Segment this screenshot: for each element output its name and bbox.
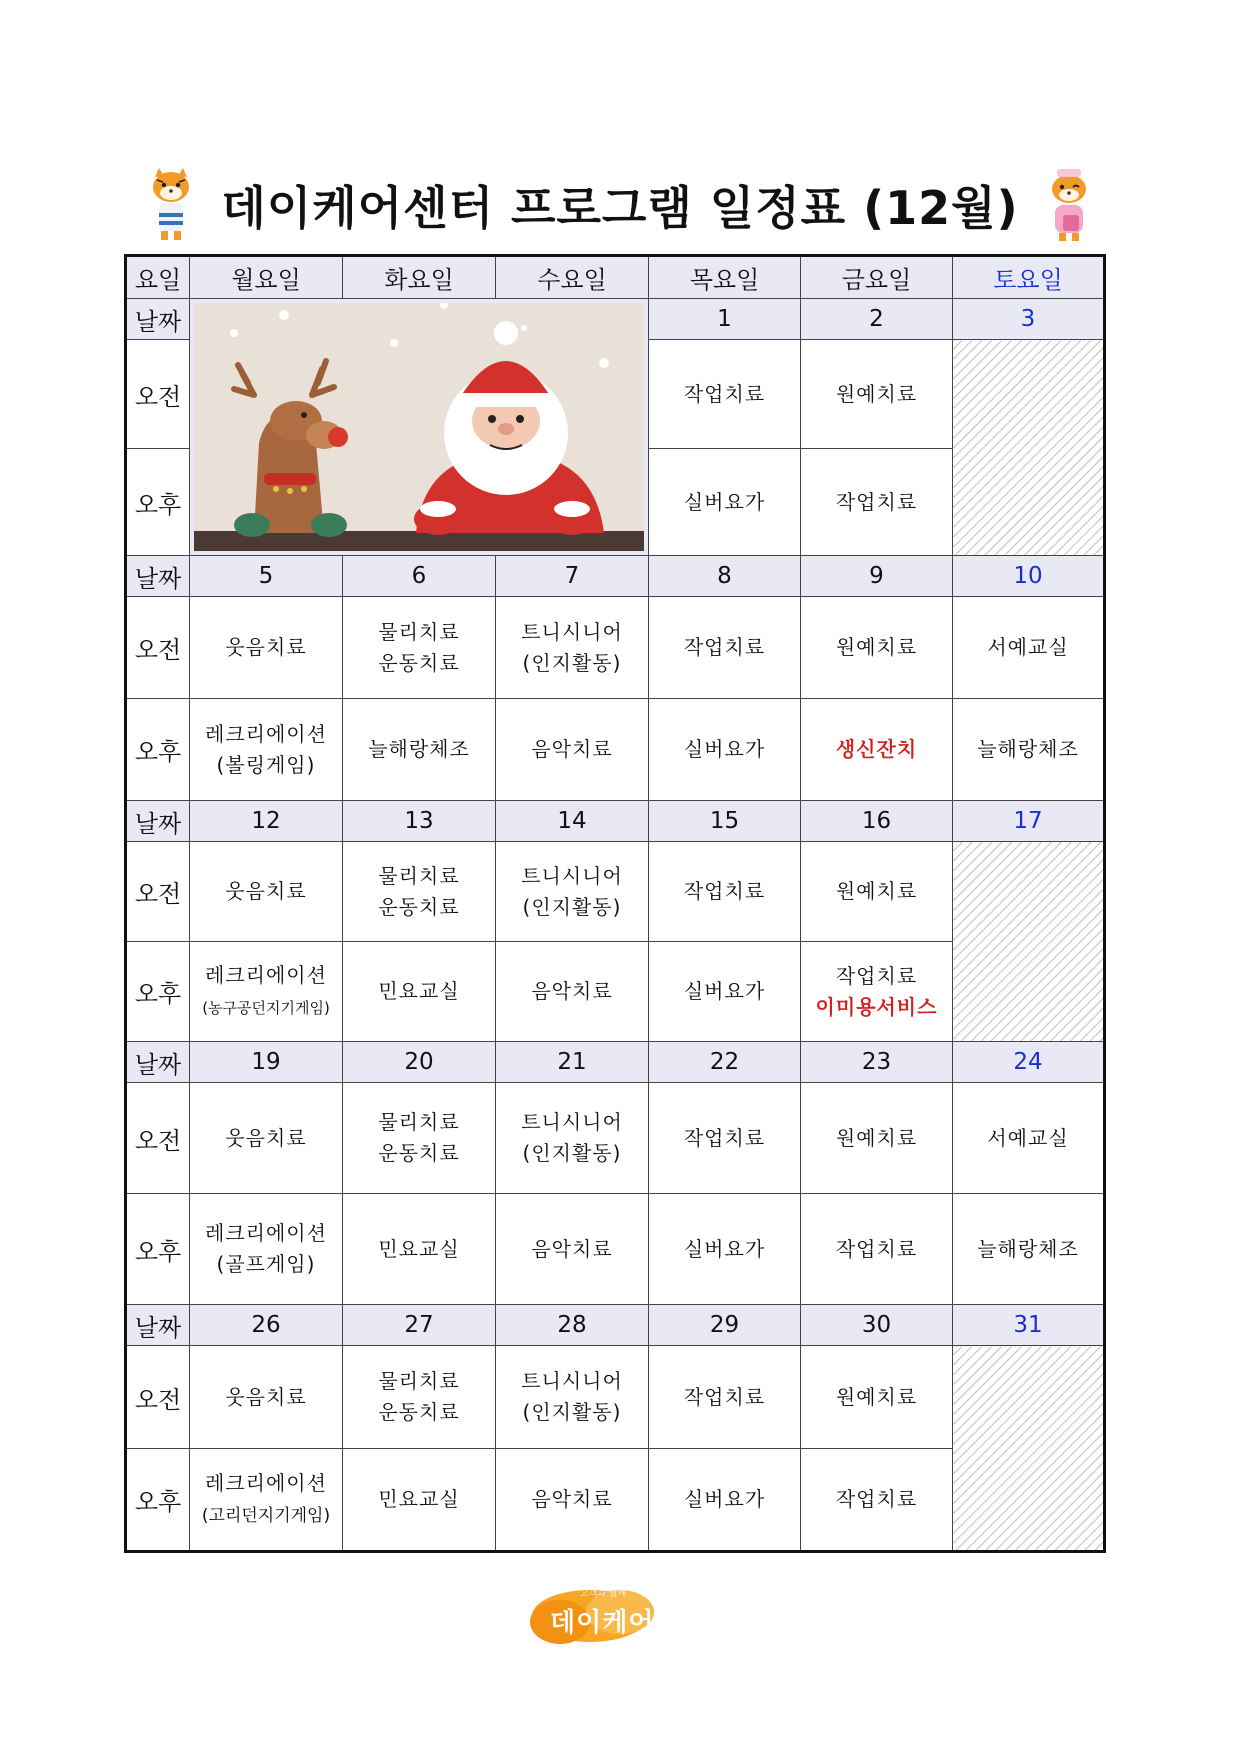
program-name: 늘해랑체조 bbox=[977, 737, 1079, 761]
date-cell-saturday: 31 bbox=[953, 1305, 1105, 1346]
program-cell bbox=[496, 1449, 649, 1552]
program-cell bbox=[496, 597, 649, 699]
date-cell: 26 bbox=[190, 1305, 343, 1346]
program-cell bbox=[953, 1083, 1105, 1194]
logo-name: 데이케어센터 bbox=[550, 1608, 707, 1638]
program-cell bbox=[343, 842, 496, 942]
weekday-wed: 수요일 bbox=[496, 256, 649, 299]
am-row bbox=[126, 1083, 1105, 1194]
program-cell bbox=[190, 1194, 343, 1305]
program-cell bbox=[496, 942, 649, 1042]
program-name: 레크리에이션 bbox=[205, 1221, 327, 1245]
program-name-line2: (농구공던지기게임) bbox=[202, 998, 330, 1017]
weekday-header-row bbox=[126, 256, 1105, 299]
program-name: 원예치료 bbox=[835, 381, 918, 406]
date-row bbox=[126, 556, 1105, 597]
tiger-mascot-icon bbox=[143, 167, 199, 243]
pm-row bbox=[126, 699, 1105, 801]
date-cell-saturday: 17 bbox=[953, 801, 1105, 842]
date-cell: 30 bbox=[801, 1305, 953, 1346]
program-name: 웃음치료 bbox=[225, 635, 307, 659]
am-row bbox=[126, 842, 1105, 942]
date-cell: 14 bbox=[496, 801, 649, 842]
program-name: 원예치료 bbox=[835, 879, 918, 903]
program-cell bbox=[343, 1083, 496, 1194]
pm-row-label: 오후 bbox=[126, 699, 190, 801]
date-row-label: 날짜 bbox=[126, 299, 190, 340]
program-name: 웃음치료 bbox=[225, 879, 307, 903]
program-name: 민요교실 bbox=[378, 1487, 460, 1511]
program-name: 늘해랑체조 bbox=[368, 737, 470, 761]
date-row-label: 날짜 bbox=[126, 556, 190, 597]
program-name: 원예치료 bbox=[835, 635, 918, 659]
date-cell: 23 bbox=[801, 1042, 953, 1083]
program-name-line2: 운동치료 bbox=[378, 1400, 460, 1424]
program-cell bbox=[190, 1346, 343, 1449]
weekday-thu: 목요일 bbox=[649, 256, 801, 299]
date-cell: 1 bbox=[649, 299, 801, 340]
program-name: 작업치료 bbox=[683, 635, 766, 659]
program-name: 트니시니어 bbox=[521, 1110, 623, 1134]
date-row bbox=[126, 1042, 1105, 1083]
date-cell: 7 bbox=[496, 556, 649, 597]
program-name: 작업치료 bbox=[683, 1384, 766, 1409]
program-cell bbox=[801, 597, 953, 699]
program-cell bbox=[649, 597, 801, 699]
page-title: 데이케어센터 프로그램 일정표 (12월) bbox=[221, 181, 1019, 235]
am-row-label: 오전 bbox=[126, 597, 190, 699]
program-name: 작업치료 bbox=[683, 879, 766, 903]
program-name-line2: (볼링게임) bbox=[216, 752, 316, 777]
weekday-tue: 화요일 bbox=[343, 256, 496, 299]
program-name: 민요교실 bbox=[378, 1236, 460, 1261]
program-name-line2: 운동치료 bbox=[378, 1141, 460, 1165]
program-name: 실버요가 bbox=[683, 737, 766, 761]
closed-hatched-cell bbox=[953, 340, 1105, 556]
program-name-line2: (인지활동) bbox=[522, 650, 622, 675]
program-cell bbox=[190, 699, 343, 801]
date-cell-saturday: 24 bbox=[953, 1042, 1105, 1083]
program-cell bbox=[496, 1194, 649, 1305]
program-name: 트니시니어 bbox=[521, 619, 623, 644]
program-cell bbox=[343, 1194, 496, 1305]
schedule-table bbox=[124, 254, 1106, 1553]
program-cell bbox=[496, 842, 649, 942]
program-name: 웃음치료 bbox=[225, 1384, 307, 1409]
date-cell: 2 bbox=[801, 299, 953, 340]
date-row bbox=[126, 299, 1105, 340]
date-cell: 28 bbox=[496, 1305, 649, 1346]
date-cell: 27 bbox=[343, 1305, 496, 1346]
program-cell bbox=[649, 699, 801, 801]
logo-small-text: 고객과 함께 bbox=[580, 1589, 627, 1599]
program-cell bbox=[190, 842, 343, 942]
pm-row-label: 오후 bbox=[126, 1194, 190, 1305]
program-name: 트니시니어 bbox=[521, 863, 623, 888]
program-cell bbox=[190, 1449, 343, 1552]
program-cell bbox=[343, 1449, 496, 1552]
program-name: 음악치료 bbox=[531, 737, 613, 761]
program-name-line2: (인지활동) bbox=[522, 894, 622, 919]
date-cell: 19 bbox=[190, 1042, 343, 1083]
program-name: 실버요가 bbox=[683, 1236, 766, 1261]
program-cell bbox=[953, 699, 1105, 801]
program-name-line2: (인지활동) bbox=[522, 1400, 622, 1424]
date-cell: 15 bbox=[649, 801, 801, 842]
program-cell bbox=[649, 449, 801, 556]
pm-row bbox=[126, 1194, 1105, 1305]
birthday-party-event: 생신잔치 bbox=[835, 737, 918, 761]
date-row bbox=[126, 1305, 1105, 1346]
program-name: 음악치료 bbox=[531, 979, 613, 1003]
program-cell bbox=[649, 340, 801, 449]
program-cell bbox=[801, 942, 953, 1042]
date-cell: 16 bbox=[801, 801, 953, 842]
date-cell: 22 bbox=[649, 1042, 801, 1083]
program-cell bbox=[649, 842, 801, 942]
program-name-line2: (골프게임) bbox=[216, 1252, 316, 1276]
program-name: 웃음치료 bbox=[225, 1125, 307, 1150]
program-cell bbox=[801, 1194, 953, 1305]
program-name: 물리치료 bbox=[378, 863, 460, 888]
program-cell bbox=[496, 699, 649, 801]
program-name: 작업치료 bbox=[835, 489, 918, 514]
date-cell: 20 bbox=[343, 1042, 496, 1083]
program-name: 작업치료 bbox=[835, 1236, 918, 1261]
pm-row-label: 오후 bbox=[126, 1449, 190, 1552]
program-cell bbox=[343, 942, 496, 1042]
date-row-label: 날짜 bbox=[126, 1305, 190, 1346]
date-cell: 6 bbox=[343, 556, 496, 597]
program-name-line2: (고리던지기게임) bbox=[201, 1505, 331, 1526]
program-name: 음악치료 bbox=[531, 1487, 613, 1511]
daycare-center-logo bbox=[520, 1572, 720, 1652]
program-cell bbox=[190, 1083, 343, 1194]
am-row-label: 오전 bbox=[126, 1083, 190, 1194]
program-name: 실버요가 bbox=[683, 489, 766, 514]
program-cell bbox=[801, 842, 953, 942]
program-name: 실버요가 bbox=[683, 979, 766, 1003]
program-cell bbox=[953, 1194, 1105, 1305]
program-name: 물리치료 bbox=[378, 619, 460, 644]
date-cell: 29 bbox=[649, 1305, 801, 1346]
program-name: 레크리에이션 bbox=[205, 962, 327, 987]
program-cell bbox=[953, 597, 1105, 699]
program-name-line2: 운동치료 bbox=[378, 650, 460, 675]
date-row bbox=[126, 801, 1105, 842]
program-name-line2: (인지활동) bbox=[522, 1141, 622, 1165]
date-cell: 9 bbox=[801, 556, 953, 597]
program-name: 작업치료 bbox=[835, 1487, 918, 1511]
am-row-label: 오전 bbox=[126, 1346, 190, 1449]
program-name: 실버요가 bbox=[683, 1487, 766, 1511]
program-name: 늘해랑체조 bbox=[977, 1236, 1079, 1261]
date-cell: 13 bbox=[343, 801, 496, 842]
title-bar bbox=[0, 160, 1240, 250]
am-row bbox=[126, 597, 1105, 699]
christmas-picture-cell bbox=[190, 299, 649, 556]
program-cell bbox=[801, 449, 953, 556]
weekday-sat: 토요일 bbox=[953, 256, 1105, 299]
weekday-fri: 금요일 bbox=[801, 256, 953, 299]
program-name: 레크리에이션 bbox=[205, 1470, 327, 1495]
program-name: 작업치료 bbox=[683, 381, 766, 406]
date-cell: 21 bbox=[496, 1042, 649, 1083]
program-cell bbox=[801, 340, 953, 449]
program-cell bbox=[649, 1083, 801, 1194]
am-row-label: 오전 bbox=[126, 340, 190, 449]
pm-row-label: 오후 bbox=[126, 942, 190, 1042]
program-name: 작업치료 bbox=[683, 1125, 766, 1150]
date-row-label: 날짜 bbox=[126, 1042, 190, 1083]
am-row bbox=[126, 1346, 1105, 1449]
program-cell bbox=[649, 1194, 801, 1305]
date-cell-saturday: 10 bbox=[953, 556, 1105, 597]
program-name-line2: 운동치료 bbox=[378, 894, 460, 919]
program-name: 민요교실 bbox=[378, 979, 460, 1003]
program-name: 원예치료 bbox=[835, 1384, 918, 1409]
am-row-label: 오전 bbox=[126, 842, 190, 942]
program-name: 원예치료 bbox=[835, 1125, 918, 1150]
program-cell bbox=[649, 1346, 801, 1449]
program-name: 음악치료 bbox=[531, 1236, 613, 1261]
program-cell bbox=[496, 1083, 649, 1194]
date-cell: 12 bbox=[190, 801, 343, 842]
program-name: 트니시니어 bbox=[521, 1369, 623, 1393]
closed-hatched-cell bbox=[953, 842, 1105, 1042]
date-cell: 5 bbox=[190, 556, 343, 597]
program-cell bbox=[801, 1449, 953, 1552]
program-cell bbox=[801, 699, 953, 801]
program-cell bbox=[649, 942, 801, 1042]
christmas-illustration bbox=[194, 303, 644, 551]
closed-hatched-cell bbox=[953, 1346, 1105, 1552]
program-cell bbox=[801, 1346, 953, 1449]
date-cell-saturday: 3 bbox=[953, 299, 1105, 340]
program-cell bbox=[343, 597, 496, 699]
program-name: 물리치료 bbox=[378, 1110, 460, 1134]
beauty-service-event: 이미용서비스 bbox=[815, 994, 938, 1019]
date-row-label: 날짜 bbox=[126, 801, 190, 842]
weekday-mon: 월요일 bbox=[190, 256, 343, 299]
logo-text bbox=[550, 1602, 707, 1639]
program-cell bbox=[343, 1346, 496, 1449]
program-name: 물리치료 bbox=[378, 1369, 460, 1393]
weekday-label: 요일 bbox=[126, 256, 190, 299]
program-cell bbox=[190, 942, 343, 1042]
program-cell bbox=[343, 699, 496, 801]
program-name: 작업치료 bbox=[835, 963, 918, 988]
program-name: 서예교실 bbox=[987, 635, 1069, 659]
program-cell bbox=[496, 1346, 649, 1449]
date-cell: 8 bbox=[649, 556, 801, 597]
tiger-mascot-icon bbox=[1041, 167, 1097, 243]
program-cell bbox=[649, 1449, 801, 1552]
program-cell bbox=[190, 597, 343, 699]
pm-row-label: 오후 bbox=[126, 449, 190, 556]
program-cell bbox=[801, 1083, 953, 1194]
program-name: 레크리에이션 bbox=[205, 721, 327, 746]
program-name: 서예교실 bbox=[987, 1125, 1069, 1150]
